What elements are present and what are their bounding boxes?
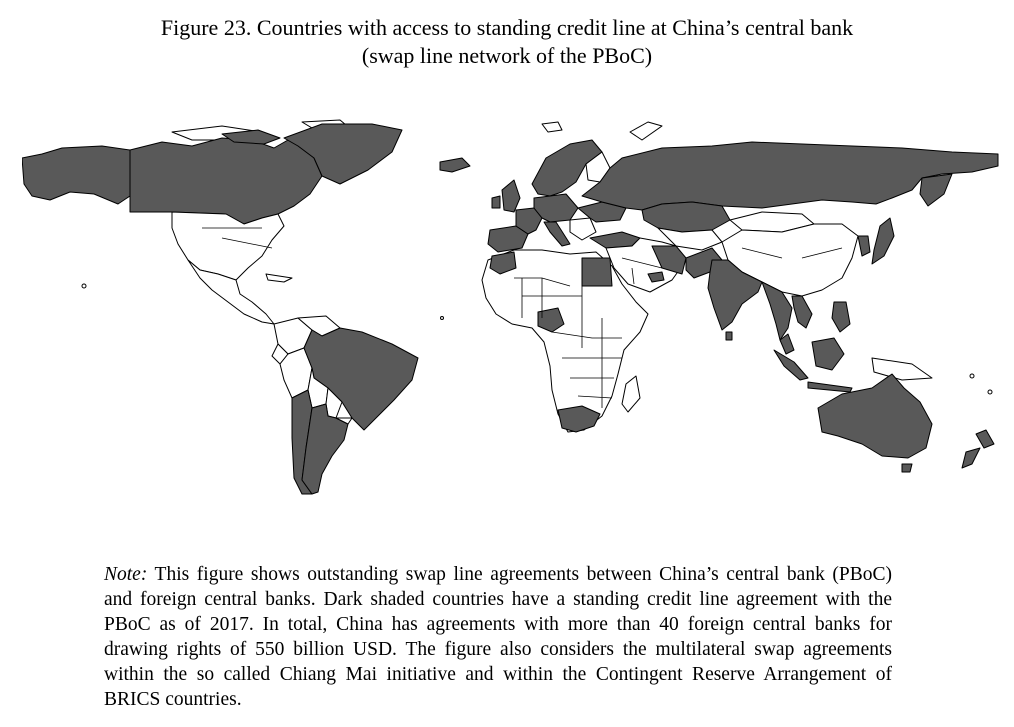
novaya-zemlya — [630, 122, 662, 140]
figure-title-line1: Figure 23. Countries with access to standing credit line at China’s central bank — [160, 15, 854, 40]
italy — [544, 222, 570, 246]
figure-title — [0, 14, 1014, 70]
canada — [130, 138, 322, 224]
figure-note — [104, 562, 892, 712]
kazakhstan — [642, 202, 730, 232]
kamchatka — [920, 174, 952, 206]
new-guinea — [872, 358, 932, 380]
cuba — [266, 274, 292, 282]
java — [808, 382, 852, 392]
usa — [172, 212, 284, 280]
note-label: Note: — [104, 564, 148, 585]
tasmania — [902, 464, 912, 472]
new-zealand-south — [962, 448, 980, 468]
island-atlantic — [441, 317, 444, 320]
figure-title-line2: (swap line network of the PBoC) — [361, 43, 653, 68]
korea — [858, 236, 870, 256]
egypt — [582, 258, 612, 286]
laos-vietnam — [792, 296, 812, 328]
note-text: This figure shows outstanding swap line agreements between China’s central bank (PBoC) and foreign central banks. Dark shaded countries have a standing credit line agreement with the PBoC as of 2017. In total, China has agreements with more than 40 foreign central banks for drawing rights of 550 billion USD. The figure also considers the multilateral swap agreements within the so called Chiang Mai initiative and within the Contingent Reserve Arrangement of BRICS countries. — [104, 564, 892, 710]
world-map-svg — [22, 118, 1000, 503]
madagascar — [622, 376, 640, 412]
japan — [872, 218, 894, 264]
borneo — [812, 338, 844, 370]
alaska — [22, 146, 130, 204]
indonesia-sumatra — [774, 350, 808, 380]
svalbard — [542, 122, 562, 132]
ireland — [492, 196, 500, 208]
sri-lanka — [726, 332, 732, 340]
world-map — [22, 118, 1000, 503]
uk — [502, 180, 520, 212]
island-pacific-1 — [970, 374, 974, 378]
island-hawaii — [82, 284, 86, 288]
balkans — [570, 218, 596, 240]
island-pacific-2 — [988, 390, 992, 394]
philippines — [832, 302, 850, 332]
new-zealand-north — [976, 430, 994, 448]
iceland — [440, 158, 470, 172]
